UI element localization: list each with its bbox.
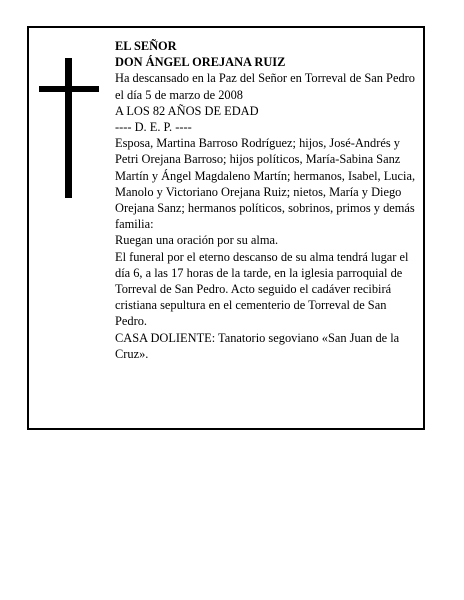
cross-vertical-bar bbox=[65, 58, 72, 198]
cross-horizontal-bar bbox=[39, 86, 99, 92]
deceased-name: DON ÁNGEL OREJANA RUIZ bbox=[115, 55, 286, 70]
mourning-house: CASA DOLIENTE: Tanatorio segoviano «San Juan de la Cruz». bbox=[115, 330, 400, 361]
family-list: Esposa, Martina Barroso Rodríguez; hijos, José-Andrés y Petri Orejana Barroso; hijos políticos, María-Sabina Sanz Martín y Ángel Magdaleno Martín; hermanos, Isabel, Lucia, Manolo y Victoriano Orejana Ruiz; nietos, María y Diego Orejana Sanz; hermanos políticos, sobrinos, primos y demás familia: bbox=[115, 136, 416, 232]
rip-line: ---- D. E. P. ---- bbox=[115, 120, 192, 135]
obituary-text bbox=[115, 38, 421, 362]
funeral-details: El funeral por el eterno descanso de su alma tendrá lugar el día 6, a las 17 horas de la tarde, en la iglesia parroquial de Torreval de San Pedro. Acto seguido el cadáver recibirá cristiana sepultura en el cementerio de Torreval de San Pedro. bbox=[115, 249, 409, 329]
death-statement: Ha descansado en la Paz del Señor en Torreval de San Pedro el día 5 de marzo de 2008 bbox=[115, 71, 415, 102]
cross-icon bbox=[39, 58, 99, 198]
obituary-notice bbox=[27, 26, 425, 430]
prayer-request: Ruegan una oración por su alma. bbox=[115, 233, 279, 248]
age-line: A LOS 82 AÑOS DE EDAD bbox=[115, 103, 259, 118]
title-line-1: EL SEÑOR bbox=[115, 39, 177, 53]
